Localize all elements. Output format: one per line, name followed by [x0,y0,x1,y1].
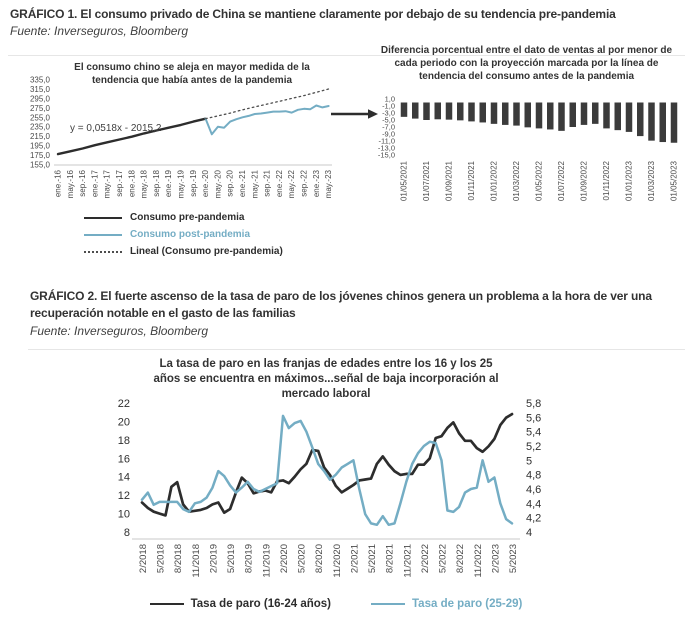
consumo-chart [12,70,340,215]
y-right-tick-label: 4,4 [526,498,542,511]
y-right-tick-label: 4,2 [526,512,542,525]
bar-rect [603,103,610,129]
x-tick-label: 8/2019 [243,544,255,574]
y-tick-label: -5,0 [382,115,395,125]
consumo-chart-panel [12,58,340,270]
x-tick-label: may.-16 [65,170,75,199]
grafico2-heading-block [30,288,678,340]
x-tick-label: 01/07/2022 [557,161,566,202]
legend-label: Lineal (Consumo pre-pandemia) [130,246,283,257]
y-tick-label: 215,0 [29,132,50,142]
y-left-tick-label: 22 [117,398,130,410]
x-tick-label: 5/2020 [296,544,308,574]
legend-row [84,226,283,243]
x-tick-label: 01/05/2023 [669,161,679,202]
x-tick-label: sep.-19 [188,170,198,197]
grafico1-title: GRÁFICO 1. El consumo privado de China se mantiene claramente por debajo de su tendencia pre-pandemia [10,7,616,21]
bar-rect [592,103,599,124]
x-tick-label: may.-17 [102,170,112,199]
x-tick-label: may.-23 [324,170,334,199]
x-tick-label: 5/2018 [155,544,167,574]
y-right-tick-label: 5,6 [526,412,542,425]
legend-swatch-icon [84,234,122,236]
x-tick-label: 2/2021 [349,544,361,574]
y-tick-label: -15,0 [377,150,395,160]
diferencia-chart [368,86,685,260]
bar-rect [547,103,554,130]
y-tick-label: 255,0 [29,113,50,123]
y-right-tick-label: 5,2 [526,441,542,453]
x-tick-label: sep.-20 [225,170,235,197]
x-tick-label: sep.-18 [151,170,161,197]
x-tick-label: 11/2018 [190,544,202,578]
x-tick-label: 11/2020 [331,544,343,578]
x-tick-label: 8/2018 [173,544,185,574]
grafico2-title: GRÁFICO 2. El fuerte ascenso de la tasa de paro de los jóvenes chinos genera un problema a la hora de ver una recuperación notable en el gasto de las familias [30,289,652,321]
legend-label: Tasa de paro (25-29) [412,598,523,610]
x-tick-label: ene.-18 [127,170,137,198]
bar-rect [660,103,667,143]
y-right-tick-label: 4,6 [526,484,542,496]
x-tick-label: 01/01/2022 [489,161,499,202]
y-right-tick-label: 5 [526,455,533,468]
x-tick-label: 2/2019 [208,544,220,574]
x-tick-label: ene.-23 [311,170,321,198]
diferencia-chart-panel [368,44,685,260]
x-tick-label: 11/2022 [472,544,484,578]
legend-row [84,209,283,226]
x-tick-label: 01/05/2021 [399,161,409,202]
diferencia-chart-title: Diferencia porcentual entre el dato de ventas al por menor de cada periodo con la proyección marcada por la línea de tendencia del consumo antes de la pandemia [380,45,673,82]
x-tick-label: may.-18 [139,170,149,199]
consumo-legend [84,209,283,260]
legend-swatch-icon [84,217,122,219]
x-tick-label: 5/2021 [367,544,379,574]
x-tick-label: 5/2023 [508,544,519,574]
bar-rect [558,103,565,131]
bar-rect [615,103,622,131]
y-left-tick-label: 16 [117,453,130,466]
bar-rect [480,103,487,123]
x-tick-label: 01/09/2022 [579,161,589,202]
x-tick-label: 01/05/2022 [534,161,544,202]
grafico2-source: Fuente: Inverseguros, Bloomberg [30,323,209,338]
bar-rect [446,103,453,120]
x-tick-label: 01/07/2021 [422,161,431,202]
legend-row [150,598,331,610]
y-tick-label: -3,0 [382,108,395,118]
legend-label: Consumo post-pandemia [130,229,251,240]
x-tick-label: may.-22 [287,170,297,199]
bar-rect [513,103,520,126]
y-left-tick-label: 20 [117,416,130,429]
y-tick-label: 295,0 [29,94,50,104]
bar-rect [536,103,543,129]
y-tick-label: 275,0 [29,103,50,113]
x-tick-label: 8/2020 [314,544,326,574]
x-tick-label: ene.-22 [274,170,284,198]
y-tick-label: 155,0 [29,160,50,170]
series-line-solid [206,106,329,135]
x-tick-label: ene.-21 [238,170,247,198]
bar-rect [626,103,633,132]
x-tick-label: 8/2021 [384,544,396,574]
y-tick-label: 175,0 [29,151,50,161]
bar-rect [671,103,678,143]
x-tick-label: may.-20 [213,170,223,199]
bar-rect [637,103,644,137]
x-tick-label: 01/09/2021 [444,161,454,202]
bar-rect [648,103,655,141]
x-tick-label: 2/2018 [138,544,149,574]
y-tick-label: -13,0 [377,143,395,153]
y-right-tick-label: 5,4 [526,426,542,439]
x-tick-label: sep.-17 [115,170,124,197]
x-tick-label: may.-21 [250,169,260,199]
y-tick-label: 1,0 [384,94,395,104]
paro-chart-title: La tasa de paro en las franjas de edades entre los 16 y los 25 años se encuentra en máximos...señal de baja incorporación al mercado laboral [153,358,499,400]
legend-swatch-icon [84,251,122,253]
y-right-tick-label: 4 [526,527,533,539]
y-left-tick-label: 14 [117,471,130,484]
x-tick-label: ene.-19 [164,170,174,198]
y-tick-label: 335,0 [29,75,50,85]
bar-rect [570,103,577,128]
bar-rect [401,103,408,117]
bar-rect [457,103,464,121]
bar-rect [468,103,475,122]
consumo-chart-title: El consumo chino se aleja en mayor medida de la tendencia que había antes de la pandemia [74,62,310,86]
bar-rect [581,103,588,125]
x-tick-label: 01/03/2023 [647,161,656,202]
x-tick-label: sep.-21 [262,170,272,197]
y-tick-label: -11,0 [378,136,395,146]
bar-rect [435,103,442,120]
grafico1-source: Fuente: Inverseguros, Bloomberg [10,24,189,39]
y-tick-label: -7,0 [382,122,395,132]
paro-chart-panel [90,352,582,624]
x-tick-label: 2/2023 [490,544,502,574]
bar-rect [525,103,532,128]
equation-label: y = 0,0518x - 2015,2 [70,123,162,134]
bar-rect [423,103,430,121]
legend-swatch-icon [150,603,184,605]
y-right-tick-label: 5,8 [526,398,542,410]
x-tick-label: 8/2022 [455,544,467,574]
y-tick-label: 235,0 [29,122,50,132]
paro-chart [90,392,582,592]
legend-row [84,243,283,260]
bar-rect [491,103,498,124]
x-tick-label: sep.-16 [78,170,88,197]
x-tick-label: 2/2020 [278,544,290,574]
x-tick-label: ene.-17 [90,170,100,198]
legend-label: Consumo pre-pandemia [130,212,245,223]
legend-label: Tasa de paro (16-24 años) [190,598,332,610]
x-tick-label: ene.-16 [53,170,63,198]
x-tick-label: 01/03/2022 [512,161,521,202]
x-tick-label: may.-19 [176,170,186,199]
x-tick-label: 01/11/2022 [602,161,611,201]
y-left-tick-label: 12 [117,490,130,503]
x-tick-label: ene.-20 [201,170,211,198]
grafico1-heading-block [10,6,682,40]
y-tick-label: -9,0 [382,129,395,139]
legend-row [371,598,522,610]
x-tick-label: 5/2019 [226,544,238,574]
y-left-tick-label: 10 [117,508,130,521]
x-tick-label: sep.-22 [299,170,309,197]
x-tick-label: 5/2022 [437,544,449,574]
legend-swatch-icon [371,603,405,605]
x-tick-label: 2/2022 [419,544,431,574]
series-line-left [142,414,512,515]
paro-legend [90,598,582,610]
bar-rect [412,103,419,119]
bar-rect [502,103,509,125]
y-left-tick-label: 8 [123,527,130,539]
y-tick-label: -1,0 [382,101,395,111]
x-tick-label: 01/01/2023 [624,161,634,202]
x-tick-label: 01/11/2021 [467,161,476,201]
divider-middle [28,349,685,350]
y-right-tick-label: 4,8 [526,469,542,482]
series-line-dotted [206,89,329,119]
y-tick-label: 315,0 [29,84,50,94]
y-tick-label: 195,0 [29,141,50,151]
y-left-tick-label: 18 [117,434,130,447]
x-tick-label: 11/2019 [261,544,273,578]
x-tick-label: 11/2021 [402,544,414,578]
